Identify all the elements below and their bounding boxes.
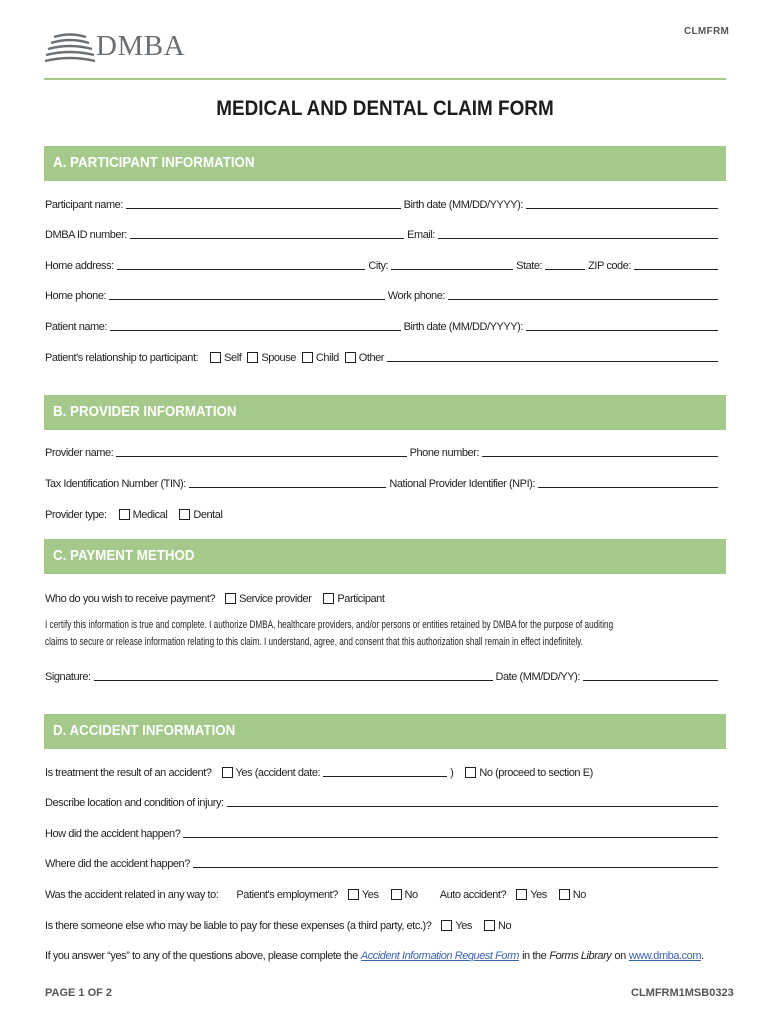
related-question: Was the accident related in any way to:	[45, 889, 219, 901]
where-happen-row	[45, 854, 721, 870]
form-code-top: CLMFRM	[684, 26, 730, 37]
npi-label: National Provider Identifier (NPI):	[389, 478, 535, 490]
accident-yes-label: Yes (accident date:	[235, 767, 321, 779]
service-provider-checkbox[interactable]	[225, 593, 236, 604]
birth-date-field[interactable]	[526, 207, 718, 209]
third-party-yes-checkbox[interactable]	[441, 920, 452, 931]
note-on: on	[614, 950, 626, 962]
describe-location-label: Describe location and condition of injury:	[45, 797, 224, 809]
how-happen-field[interactable]	[183, 836, 718, 838]
third-party-no-label: No	[497, 920, 512, 932]
logo-text: DMBA	[96, 30, 186, 62]
accident-note	[45, 946, 721, 962]
form-version-code: CLMFRM1MSB0323	[631, 987, 734, 999]
email-field[interactable]	[438, 237, 718, 239]
participant-checkbox[interactable]	[323, 593, 334, 604]
auto-no-label: No	[572, 889, 586, 901]
signature-field[interactable]	[94, 679, 493, 681]
home-address-field[interactable]	[117, 268, 366, 270]
provider-name-field[interactable]	[116, 455, 406, 457]
section-d-header	[44, 714, 726, 749]
accident-date-field[interactable]	[323, 775, 447, 777]
work-phone-field[interactable]	[448, 298, 718, 300]
date-field[interactable]	[583, 679, 718, 681]
where-happen-label: Where did the accident happen?	[45, 858, 190, 870]
self-label: Self	[224, 352, 242, 364]
accident-no-checkbox[interactable]	[465, 767, 476, 778]
provider-type-label: Provider type:	[45, 509, 107, 521]
payment-question: Who do you wish to receive payment?	[45, 593, 216, 605]
tin-npi-row	[45, 474, 721, 490]
city-label: City:	[368, 260, 389, 272]
other-checkbox[interactable]	[345, 352, 356, 363]
phone-row	[45, 286, 721, 302]
child-checkbox[interactable]	[302, 352, 313, 363]
dental-label: Dental	[193, 509, 223, 521]
how-happen-label: How did the accident happen?	[45, 828, 181, 840]
auto-no-checkbox[interactable]	[559, 889, 570, 900]
patient-name-field[interactable]	[110, 329, 401, 331]
dmba-id-field[interactable]	[130, 237, 404, 239]
describe-location-field[interactable]	[227, 805, 718, 807]
page-number: PAGE 1 OF 2	[45, 987, 113, 999]
accident-request-form-link[interactable]: Accident Information Request Form	[360, 950, 519, 962]
section-b-header	[44, 395, 726, 430]
section-d-title: D. ACCIDENT INFORMATION	[53, 723, 236, 739]
related-row	[45, 885, 721, 901]
phone-number-field[interactable]	[482, 455, 718, 457]
service-provider-label: Service provider	[239, 593, 312, 605]
accident-no-label: No (proceed to section E)	[479, 767, 593, 779]
auto-yes-label: Yes	[530, 889, 547, 901]
third-party-yes-label: Yes	[455, 920, 472, 932]
note-mid: in the	[522, 950, 547, 962]
accident-yes-checkbox[interactable]	[222, 767, 233, 778]
employment-yes-checkbox[interactable]	[348, 889, 359, 900]
patient-name-label: Patient name:	[45, 321, 108, 333]
participant-name-row	[45, 195, 721, 211]
relationship-label: Patient's relationship to participant:	[45, 352, 199, 364]
tin-label: Tax Identification Number (TIN):	[45, 478, 186, 490]
npi-field[interactable]	[538, 486, 718, 488]
accident-question-row	[45, 763, 721, 779]
how-happen-row	[45, 824, 721, 840]
dmba-website-link[interactable]: www.dmba.com	[628, 950, 702, 962]
provider-name-label: Provider name:	[45, 447, 114, 459]
date-label: Date (MM/DD/YY):	[495, 671, 580, 683]
signature-row	[45, 667, 721, 683]
home-phone-label: Home phone:	[45, 290, 107, 302]
section-a-title: A. PARTICIPANT INFORMATION	[53, 155, 255, 171]
spouse-checkbox[interactable]	[247, 352, 258, 363]
state-field[interactable]	[545, 268, 585, 270]
provider-name-row	[45, 443, 721, 459]
participant-name-field[interactable]	[126, 207, 401, 209]
other-field[interactable]	[387, 360, 718, 362]
medical-label: Medical	[132, 509, 168, 521]
third-party-row	[45, 916, 721, 932]
auto-accident-label: Auto accident?	[439, 889, 507, 901]
dmba-id-label: DMBA ID number:	[45, 229, 127, 241]
section-c-header	[44, 539, 726, 574]
section-c-title: C. PAYMENT METHOD	[53, 548, 195, 564]
note-forms-library: Forms Library	[549, 950, 612, 962]
certification-line-1: I certify this information is true and complete. I authorize DMBA, healthcare providers, and/or persons or entities retained by DMBA for the purpose of auditing	[45, 619, 614, 631]
header-divider	[44, 78, 726, 80]
birth-date-label: Birth date (MM/DD/YYYY):	[403, 199, 523, 211]
self-checkbox[interactable]	[210, 352, 221, 363]
provider-type-row	[45, 505, 721, 521]
email-label: Email:	[407, 229, 435, 241]
spouse-label: Spouse	[261, 352, 296, 364]
state-label: State:	[516, 260, 543, 272]
page-title: MEDICAL AND DENTAL CLAIM FORM	[216, 97, 554, 120]
note-prefix: If you answer “yes” to any of the questions above, please complete the	[45, 950, 358, 962]
patient-birth-date-field[interactable]	[526, 329, 718, 331]
home-address-row	[45, 256, 721, 272]
tin-field[interactable]	[189, 486, 386, 488]
city-field[interactable]	[391, 268, 513, 270]
home-phone-field[interactable]	[109, 298, 385, 300]
other-label: Other	[358, 352, 385, 364]
dmba-id-row	[45, 225, 721, 241]
section-b-title: B. PROVIDER INFORMATION	[53, 404, 237, 420]
employment-yes-label: Yes	[361, 889, 379, 901]
zip-label: ZIP code:	[588, 260, 631, 272]
third-party-no-checkbox[interactable]	[484, 920, 495, 931]
phone-number-label: Phone number:	[409, 447, 479, 459]
certification-line-2: claims to secure or release information relating to this claim. I understand, agree, and consent that this authorization shall remain in effect indefinitely.	[45, 636, 583, 648]
describe-location-row	[45, 793, 721, 809]
accident-date-close: )	[450, 767, 454, 779]
section-a-header	[44, 146, 726, 181]
payment-row	[45, 589, 721, 605]
employment-no-label: No	[404, 889, 418, 901]
participant-label: Participant	[337, 593, 385, 605]
child-label: Child	[315, 352, 339, 364]
dental-checkbox[interactable]	[179, 509, 190, 520]
home-address-label: Home address:	[45, 260, 114, 272]
patient-employment-label: Patient's employment?	[236, 889, 338, 901]
auto-yes-checkbox[interactable]	[516, 889, 527, 900]
medical-checkbox[interactable]	[119, 509, 130, 520]
certification-text	[45, 617, 735, 651]
note-end: .	[701, 950, 704, 962]
where-happen-field[interactable]	[193, 866, 718, 868]
third-party-question: Is there someone else who may be liable to pay for these expenses (a third party, etc.)?	[45, 920, 432, 932]
signature-label: Signature:	[45, 671, 91, 683]
accident-question: Is treatment the result of an accident?	[45, 767, 212, 779]
patient-name-row	[45, 317, 721, 333]
participant-name-label: Participant name:	[45, 199, 123, 211]
work-phone-label: Work phone:	[387, 290, 445, 302]
relationship-row	[45, 348, 721, 364]
employment-no-checkbox[interactable]	[391, 889, 402, 900]
zip-field[interactable]	[634, 268, 718, 270]
patient-birth-date-label: Birth date (MM/DD/YYYY):	[403, 321, 523, 333]
